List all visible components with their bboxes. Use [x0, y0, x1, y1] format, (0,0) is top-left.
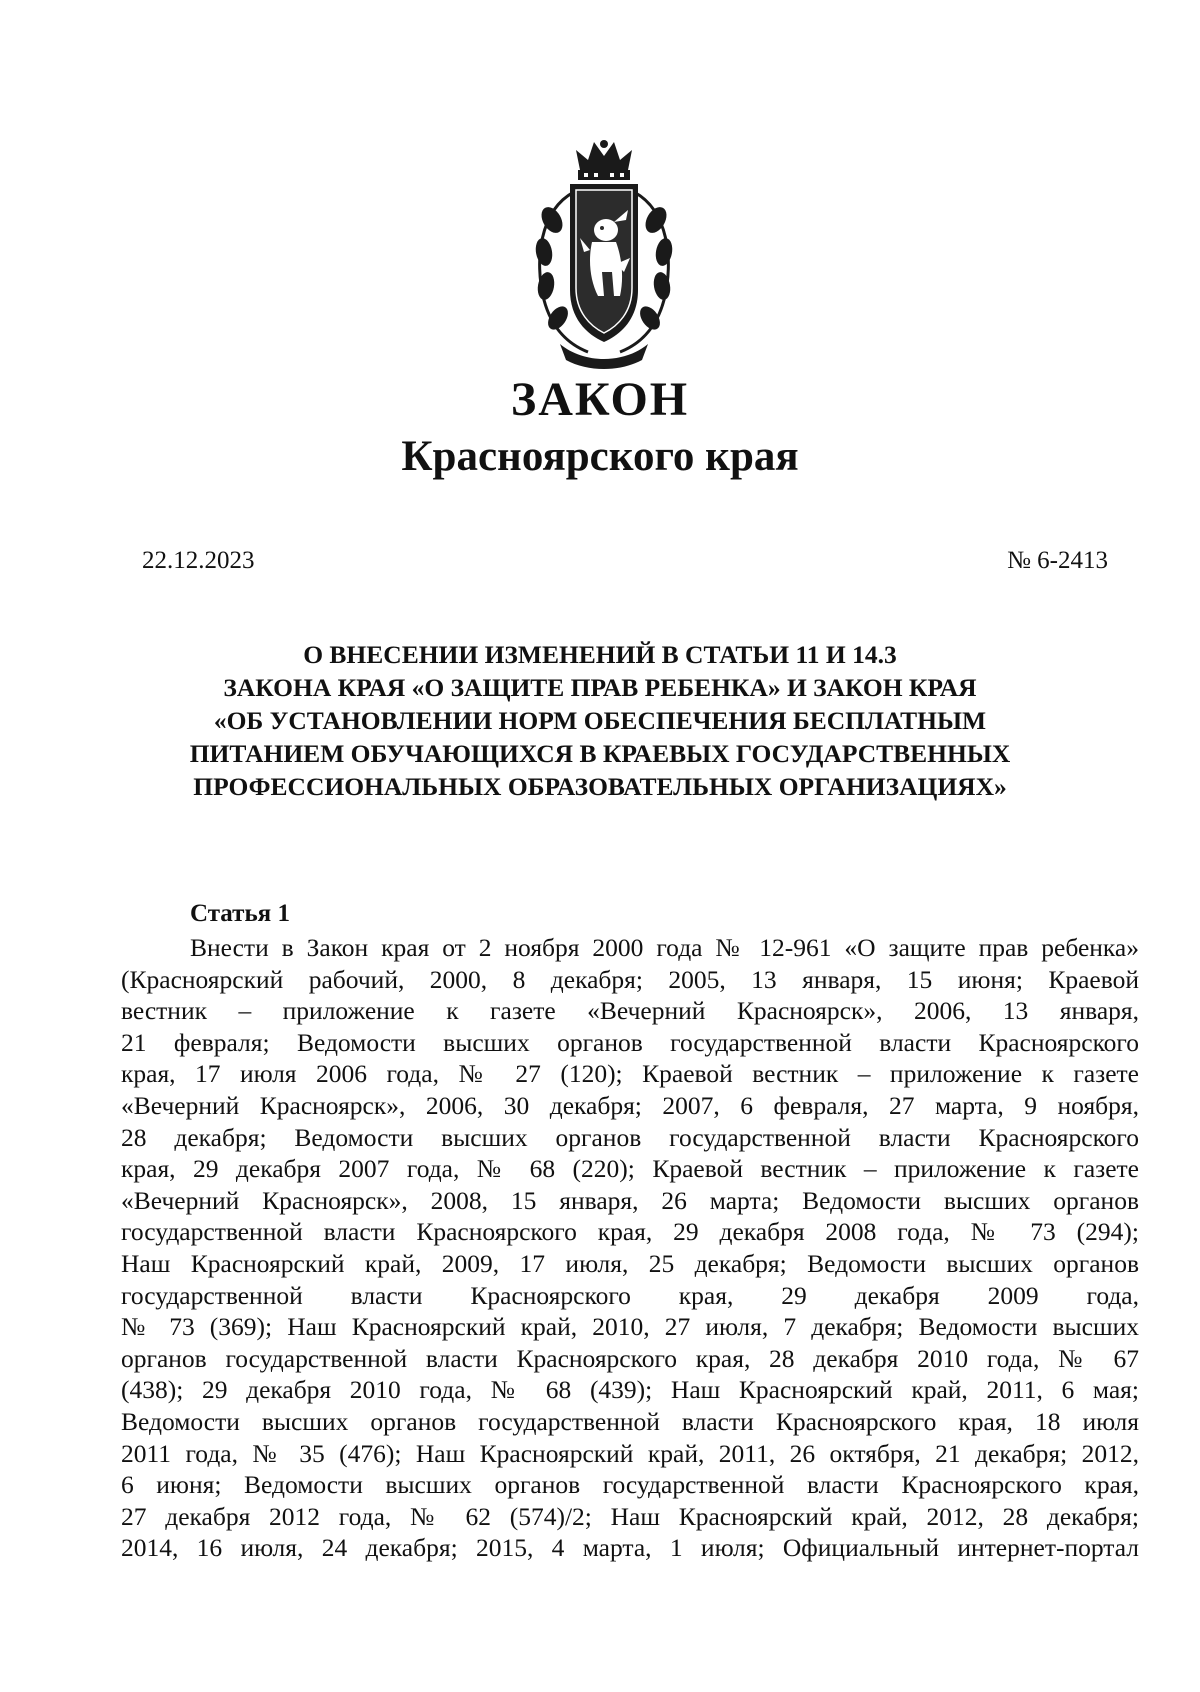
- body-line: «Вечерний Красноярск», 2006, 30 декабря; 2007, 6 февраля, 27 марта, 9 ноября,: [121, 1090, 1139, 1120]
- region-title: Красноярского края: [401, 433, 799, 480]
- article-body: [121, 932, 1139, 1564]
- law-heading: [100, 638, 1100, 803]
- body-line: 21 февраля; Ведомости высших органов государственной власти Красноярского: [121, 1027, 1139, 1057]
- body-line: края, 29 декабря 2007 года, № 68 (220); Краевой вестник – приложение к газете: [121, 1154, 1139, 1184]
- law-title: ЗАКОН: [510, 373, 690, 426]
- body-line: 2011 года, № 35 (476); Наш Красноярский край, 2011, 26 октября, 21 декабря; 2012,: [121, 1438, 1139, 1468]
- body-line: «Вечерний Красноярск», 2008, 15 января, 26 марта; Ведомости высших органов: [121, 1185, 1139, 1215]
- heading-line: О ВНЕСЕНИИ ИЗМЕНЕНИЙ В СТАТЬИ 11 И 14.3: [303, 640, 897, 669]
- body-line: края, 17 июля 2006 года, № 27 (120); Краевой вестник – приложение к газете: [121, 1059, 1139, 1089]
- article-title: Статья 1: [190, 900, 290, 927]
- body-line: Наш Красноярский край, 2009, 17 июля, 25 декабря; Ведомости высших органов: [121, 1248, 1139, 1278]
- coat-of-arms-icon: [530, 140, 678, 372]
- body-line: 27 декабря 2012 года, № 62 (574)/2; Наш Красноярский край, 2012, 28 декабря;: [121, 1501, 1139, 1531]
- body-line: Ведомости высших органов государственной власти Красноярского края, 18 июля: [121, 1406, 1139, 1436]
- law-number: № 6-2413: [1007, 547, 1108, 574]
- body-line: № 73 (369); Наш Красноярский край, 2010, 27 июля, 7 декабря; Ведомости высших: [121, 1312, 1139, 1342]
- body-line: государственной власти Красноярского края, 29 декабря 2009 года,: [121, 1280, 1139, 1310]
- body-line: 2014, 16 июля, 24 декабря; 2015, 4 марта, 1 июля; Официальный интернет-портал: [121, 1533, 1139, 1563]
- body-line: (Красноярский рабочий, 2000, 8 декабря; 2005, 13 января, 15 июня; Краевой: [121, 964, 1139, 994]
- law-date: 22.12.2023: [142, 547, 255, 574]
- heading-line: «ОБ УСТАНОВЛЕНИИ НОРМ ОБЕСПЕЧЕНИЯ БЕСПЛАТНЫМ: [213, 706, 987, 735]
- body-line: 28 декабря; Ведомости высших органов государственной власти Красноярского: [121, 1122, 1139, 1152]
- body-line: вестник – приложение к газете «Вечерний Красноярск», 2006, 13 января,: [121, 996, 1139, 1026]
- heading-line: ЗАКОНА КРАЯ «О ЗАЩИТЕ ПРАВ РЕБЕНКА» И ЗАКОН КРАЯ: [223, 673, 977, 702]
- body-line: Внести в Закон края от 2 ноября 2000 года № 12-961 «О защите прав ребенка»: [190, 933, 1139, 962]
- body-line: 6 июня; Ведомости высших органов государственной власти Красноярского края,: [121, 1470, 1139, 1500]
- body-line: государственной власти Красноярского края, 29 декабря 2008 года, № 73 (294);: [121, 1217, 1139, 1247]
- coat-of-arms-emblem: [530, 140, 678, 372]
- body-line: (438); 29 декабря 2010 года, № 68 (439); Наш Красноярский край, 2011, 6 мая;: [121, 1375, 1139, 1405]
- body-line: органов государственной власти Красноярского края, 28 декабря 2010 года, № 67: [121, 1343, 1139, 1373]
- heading-line: ПРОФЕССИОНАЛЬНЫХ ОБРАЗОВАТЕЛЬНЫХ ОРГАНИЗАЦИЯХ»: [193, 772, 1007, 801]
- heading-line: ПИТАНИЕМ ОБУЧАЮЩИХСЯ В КРАЕВЫХ ГОСУДАРСТВЕННЫХ: [189, 739, 1011, 768]
